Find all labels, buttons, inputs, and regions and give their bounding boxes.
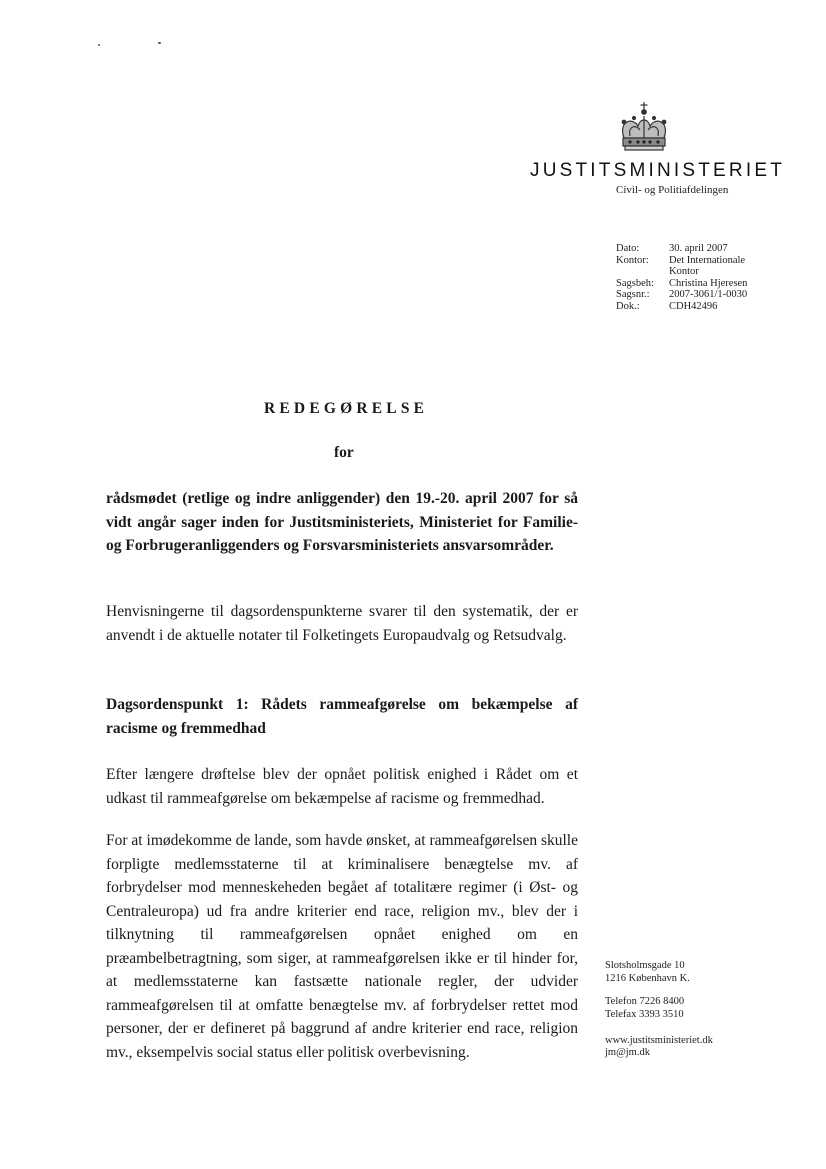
meta-row-document <box>616 301 769 313</box>
agenda-item-heading: Dagsordenspunkt 1: Rådets rammeafgørelse om bekæmpelse af racisme og fremmedhad <box>106 696 578 737</box>
meta-value: Christina Hjeresen <box>669 277 748 289</box>
phone-number: Telefon 7226 8400 <box>605 996 685 1007</box>
meta-row-office <box>616 255 769 278</box>
document-title: REDEGØRELSE <box>264 400 429 417</box>
meta-row-case-number <box>616 289 769 301</box>
meta-value: Det Internationale Kontor <box>669 254 746 278</box>
meta-label: Dok.: <box>616 300 640 312</box>
scan-speck <box>98 44 100 46</box>
body-paragraph: Efter længere drøftelse blev der opnået politisk enighed i Rådet om et udkast til rammeafgørelse om bekæmpelse af racisme og fremmedhad. <box>106 766 578 807</box>
title-for: for <box>334 444 354 461</box>
document-subtitle: rådsmødet (retlige og indre anliggender) den 19.-20. april 2007 for så vidt angår sager inden for Justitsministeriets, Ministeriet for Familie- og Forbrugeranliggenders og Forsvarsministeriets ansvarsområder. <box>106 490 578 554</box>
ministry-name: JUSTITSMINISTERIET <box>530 160 785 181</box>
meta-value: 30. april 2007 <box>669 243 728 254</box>
meta-label: Sagsbeh: <box>616 277 654 289</box>
intro-paragraph: Henvisningerne til dagsordenspunkterne svarer til den systematik, der er anvendt i de aktuelle notater til Folketingets Europaudvalg og Retsudvalg. <box>106 603 578 644</box>
meta-label: Sagsnr.: <box>616 289 650 301</box>
meta-value: CDH42496 <box>669 300 718 312</box>
email-link[interactable]: jm@jm.dk <box>605 1047 650 1058</box>
meta-label: Kontor: <box>616 254 649 266</box>
scan-speck <box>158 42 161 44</box>
meta-label: Dato: <box>616 243 640 254</box>
royal-crown-logo <box>614 100 674 156</box>
meta-row-date <box>616 243 769 255</box>
document-meta <box>616 243 769 313</box>
address-line: Slotsholmsgade 10 <box>605 960 685 971</box>
meta-row-caseworker <box>616 278 769 290</box>
meta-value: 2007-3061/1-0030 <box>669 289 748 301</box>
body-paragraph: For at imødekomme de lande, som havde ønsket, at rammeafgørelsen skulle forpligte medlemsstaterne til at kriminalisere benægtelse mv. af forbrydelser mod menneskeheden begået af totalitære regimer (i Øst- og Centraleuropa) ud fra andre kriterier end race, religion mv., blev der i tilknytning til rammeafgørelsen opnået enighed om en præambelbetragtning, som siger, at rammeafgørelsen ikke er til hinder for, at medlemsstaterne kan fastsætte nationale regler, der udvider rammeafgørelsen til at omfatte benægtelse mv. af forbrydelser rettet mod personer, der er defineret på baggrund af andre kriterier end race, religion mv., eksempelvis social status eller politisk overbevisning. <box>106 832 578 1061</box>
website-link[interactable]: www.justitsministeriet.dk <box>605 1035 713 1046</box>
department-name: Civil- og Politiafdelingen <box>616 184 729 196</box>
address-line: 1216 København K. <box>605 973 690 984</box>
fax-number: Telefax 3393 3510 <box>605 1009 684 1020</box>
